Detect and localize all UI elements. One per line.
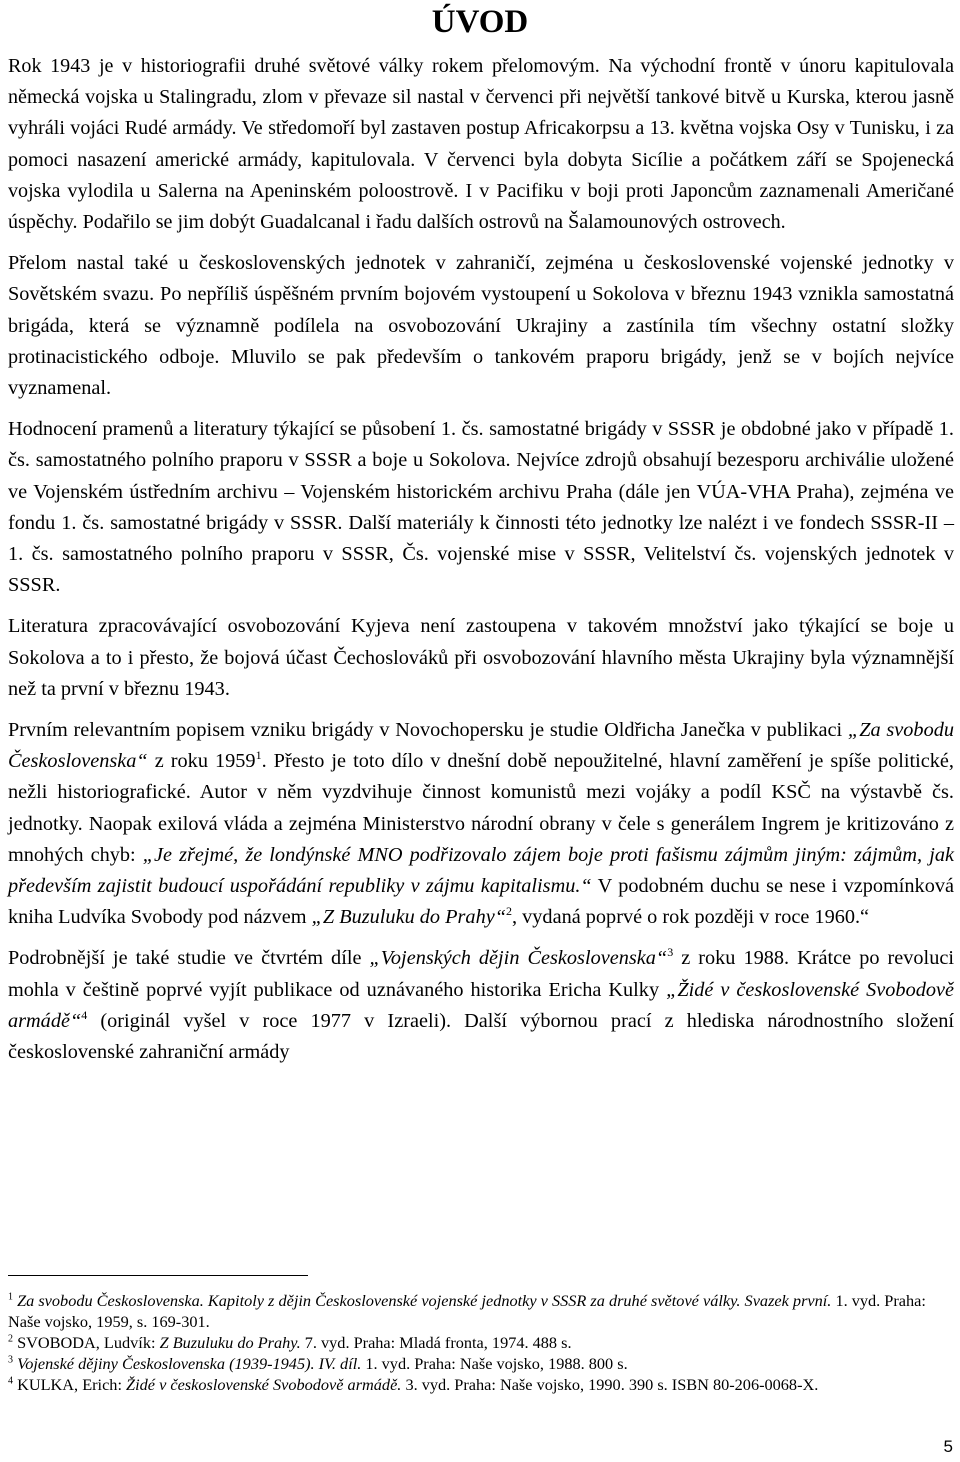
p6-text-c: z roku 1988. Krátce po revoluci mohla v češtině poprvé vyjít publikace od uznávaného historika Ericha Kulky (8, 947, 954, 1001)
footnote-rest: 1. vyd. Praha: Naše vojsko, 1988. 800 s. (361, 1354, 628, 1373)
footnote-ref-4[interactable]: 4 (81, 1008, 88, 1023)
paragraph-3: Hodnocení pramenů a literatury týkající se působení 1. čs. samostatné brigády v SSSR je obdobné jako v případě 1. čs. samostatného polního praporu v SSSR a boje u Sokolova. Nejvíce zdrojů obsahují bezesporu archiválie uložené ve Vojenském ústředním archivu – Vojenském historickém archivu Praha (dále jen VÚA-VHA Praha), zejména ve fondu 1. čs. samostatné brigády v SSSR. Další materiály k činnosti této jednotky lze nalézt i ve fondech SSSR-II – 1. čs. samostatného polního praporu v SSSR, Čs. vojenské mise v SSSR, Velitelství čs. vojenských jednotek v SSSR. (8, 418, 954, 597)
p5-text-c: z roku 1959 (147, 750, 256, 773)
footnote-ref-3[interactable]: 3 (667, 945, 674, 960)
footnote-italic: Židé v československé Svobodově armádě. (126, 1375, 402, 1394)
footnote-author: KULKA, Erich: (17, 1375, 127, 1394)
p5-italic-book: „Z Buzuluku do Prahy“ (311, 906, 506, 929)
footnote-italic: Vojenské dějiny Československa (1939-1945). IV. díl. (17, 1354, 362, 1373)
page-number: 5 (943, 1437, 953, 1456)
footnote-2 (8, 1332, 954, 1353)
footnote-rest: 1. vyd. Praha: Naše vojsko, 1959, s. 169-301. (8, 1291, 926, 1331)
paragraph-1: Rok 1943 je v historiografii druhé světové války rokem přelomovým. Na východní frontě v únoru kapitulovala německá vojska u Stalingradu, zlom v převaze sil nastal v červenci při největší tankové bitvě u Kurska, kterou jasně vyhráli vojáci Rudé armády. Ve středomoří byl zastaven postup Africakorpsu a 13. května vojska Osy v Tunisku, i za pomoci nasazení americké armády, kapitulovala. V červenci byla dobyta Sicílie a počátkem září se Spojenecká vojska vylodila u Salerna na Apeninském poloostrově. I v Pacifiku v boji proti Japoncům zaznamenali Američané úspěchy. Podařilo se jim dobýt Guadalcanal i řadu dalších ostrovů na Šalamounových ostrovech. (8, 55, 954, 234)
footnote-number: 4 (8, 1375, 13, 1387)
page-title: ÚVOD (431, 4, 529, 40)
footnote-4 (8, 1374, 954, 1395)
footnote-number: 1 (8, 1291, 13, 1303)
footnote-italic: Za svobodu Československa. Kapitoly z dějin Československé vojenské jednotky v SSSR za druhé světové války. Svazek první. (17, 1291, 832, 1310)
footnote-ref-2[interactable]: 2 (506, 904, 512, 919)
p5-text-h: , vydaná poprvé o rok později v roce 1960.“ (512, 906, 870, 929)
paragraph-6 (8, 943, 954, 1068)
footnotes (8, 1290, 954, 1395)
p6-italic-book: „Židé v československé Svobodově armádě“ (8, 978, 954, 1032)
footnote-author: SVOBODA, Ludvík: (17, 1333, 160, 1352)
footnote-3 (8, 1353, 954, 1374)
paragraph-5 (8, 715, 954, 933)
footnote-ref-1[interactable]: 1 (255, 748, 262, 763)
footnote-divider (8, 1275, 308, 1276)
p5-text-d: . Přesto je toto dílo v dnešní době nepoužitelné, hlavní zaměření je spíše politické, nežli historiografické. Autor v něm vyzdvihuje činnost komunistů mezi vojáky a podíl KSČ na výstavbě čs. jednotky. Naopak exilová vláda a zejména Ministerstvo národní obrany v čele s generálem Ingrem je kritizováno z mnohých chyb: (8, 750, 954, 866)
footnote-1 (8, 1290, 954, 1332)
p5-text-f: V podobném duchu se nese i vzpomínková kniha Ludvíka Svobody pod názvem (8, 875, 954, 929)
body-text (8, 51, 954, 1078)
footnote-rest: 7. vyd. Praha: Mladá fronta, 1974. 488 s. (300, 1333, 572, 1352)
paragraph-4: Literatura zpracovávající osvobozování Kyjeva není zastoupena v takovém množství jako týkající se boje u Sokolova a to i přesto, že bojová účast Čechoslováků při osvobozování hlavního města Ukrajiny byla významnější než ta první v březnu 1943. (8, 615, 954, 700)
p5-text-a: Prvním relevantním popisem vzniku brigády v Novochopersku je studie Oldřicha Janečka v publikaci (8, 719, 848, 742)
footnote-number: 2 (8, 1333, 13, 1345)
footnote-italic: Z Buzuluku do Prahy. (159, 1333, 301, 1352)
paragraph-2: Přelom nastal také u československých jednotek v zahraničí, zejména u československé vojenské jednotky v Sovětském svazu. Po nepříliš úspěšném prvním bojovém vystoupení u Sokolova v březnu 1943 vznikla samostatná brigáda, která se významně podílela na osvobozování Ukrajiny a zastínila tím všechny ostatní složky protinacistického odboje. Mluvilo se pak především o tankovém praporu brigády, jenž se v bojích nejvíce vyznamenal. (8, 252, 954, 400)
p5-italic-quote: „Je zřejmé, že londýnské MNO podřizovalo zájem boje proti fašismu zájmům jiným: zájmům, jak především zajistit budoucí uspořádání republiky v zájmu kapitalismu.“ (8, 843, 954, 898)
p6-italic-title: „Vojenských dějin Československa“ (369, 947, 668, 970)
footnote-number: 3 (8, 1354, 13, 1366)
p5-italic-title: „Za svobodu Československa“ (8, 719, 954, 773)
p6-text-e: (originál vyšel v roce 1977 v Izraeli). Další výbornou prací z hlediska národnostního složení československé zahraniční armády (8, 1009, 954, 1064)
p6-text-a: Podrobnější je také studie ve čtvrtém díle (8, 947, 370, 970)
footnote-rest: 3. vyd. Praha: Naše vojsko, 1990. 390 s. ISBN 80-206-0068-X. (401, 1375, 819, 1394)
